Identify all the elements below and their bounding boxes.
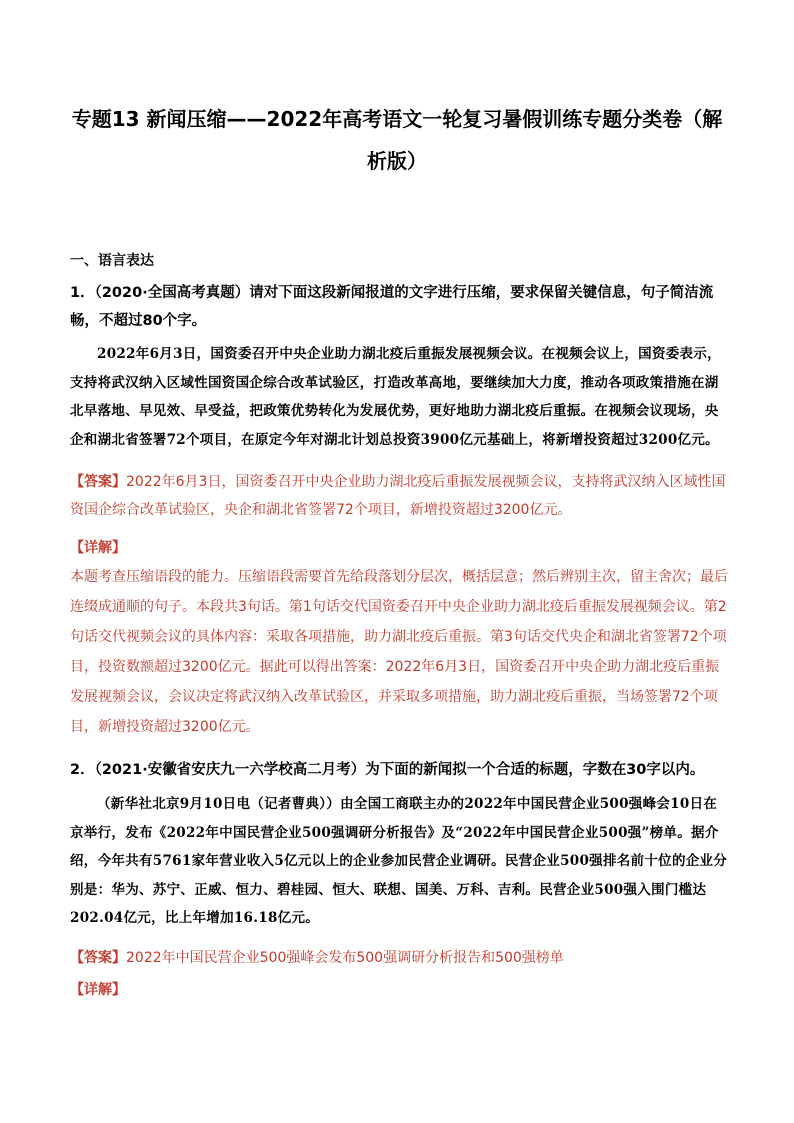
- section-heading: 一、语言表达: [70, 253, 154, 269]
- detail-tag-label: 【详解】: [70, 982, 126, 998]
- answer-text: 2022年6月3日，国资委召开中央企业助力湖北疫后重振发展视频会议，支持将武汉纳入区域性国资国企综合改革试验区，央企和湖北省签署72个项目，新增投资超过3200亿元。: [70, 474, 726, 518]
- question-2-answer: [70, 944, 730, 972]
- answer-tag: 【答案】: [70, 474, 126, 490]
- question-1-answer: [70, 468, 730, 524]
- page-title: 专题13 新闻压缩——2022年高考语文一轮复习暑假训练专题分类卷（解析版）: [71, 107, 723, 173]
- question-1-explanation: 本题考查压缩语段的能力。压缩语段需要首先给段落划分层次，概括层意；然后辨别主次，留主舍次；最后连缀成通顺的句子。本段共3句话。第1句话交代国资委召开中央企业助力湖北疫后重振发展视频会议。第2句话交代视频会议的具体内容：采取各项措施，助力湖北疫后重振。第3句话交代央企和湖北省签署72个项目，投资数额超过3200亿元。据此可以得出答案：2022年6月3日，国资委召开中央企助力湖北疫后重振发展视频会议，会议决定将武汉纳入改革试验区，并采取多项措施，助力湖北疫后重振，当场签署72个项目，新增投资超过3200亿元。: [70, 569, 728, 735]
- answer-text: 2022年中国民营企业500强峰会发布500强调研分析报告和500强榜单: [126, 950, 564, 966]
- question-2-prompt: 2．（2021·安徽省安庆九一六学校高二月考）为下面的新闻拟一个合适的标题，字数在30字以内。: [70, 762, 705, 778]
- answer-tag: 【答案】: [70, 950, 126, 966]
- question-1-prompt: 1．（2020·全国高考真题）请对下面这段新闻报道的文字进行压缩，要求保留关键信息，句子简洁流畅，不超过80个字。: [70, 285, 714, 329]
- question-2-detail-tag: [70, 976, 126, 1004]
- question-1-passage: 2022年6月3日，国资委召开中央企业助力湖北疫后重振发展视频会议。在视频会议上，国资委表示，支持将武汉纳入区域性国资国企综合改革试验区，打造改革高地，要继续加大力度，推动各项政策措施在湖北早落地、早见效、早受益，把政策优势转化为发展优势，更好地助力湖北疫后重振。在视频会议现场，央企和湖北省签署72个项目，在原定今年对湖北计划总投资3900亿元基础上，将新增投资超过3200亿元。: [70, 346, 721, 448]
- question-2-passage: （新华社北京9月10日电（记者曹典））由全国工商联主办的2022年中国民营企业500强峰会10日在京举行，发布《2022年中国民营企业500强调研分析报告》及“2022年中国民营企业500强”榜单。据介绍，今年共有5761家年营业收入5亿元以上的企业参加民营企业调研。民营企业500强排名前十位的企业分别是：华为、苏宁、正威、恒力、碧桂园、恒大、联想、国美、万科、吉利。民营企业500强入围门槛达202.04亿元，比上年增加16.18亿元。: [70, 796, 728, 926]
- question-1-detail-tag: [70, 534, 126, 562]
- detail-tag-label: 【详解】: [70, 540, 126, 556]
